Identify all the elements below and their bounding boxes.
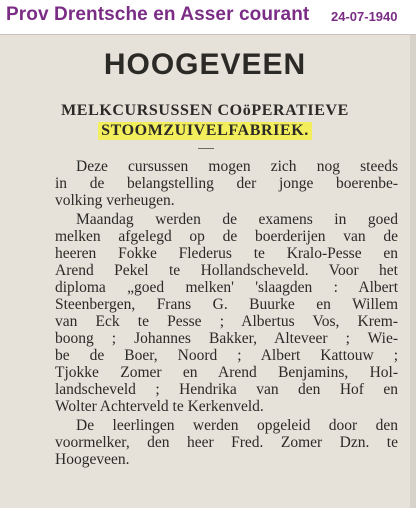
body-line: in de belangstelling der jonge boerenbe- — [55, 175, 398, 192]
headline-divider — [198, 148, 214, 149]
body-line: voormelker, den heer Fred. Zomer Dzn. te — [55, 434, 398, 451]
body-line: Arend Pekel te Hollandscheveld. Voor het — [55, 262, 398, 279]
section-title: HOOGEVEEN — [103, 48, 307, 81]
body-line: Hoogeveen. — [55, 451, 130, 468]
body-line: Wolter Achterveld te Kerkenveld. — [55, 398, 264, 415]
newspaper-name: Prov Drentsche en Asser courant — [6, 4, 310, 25]
body-line: van Eck te Pesse ; Albertus Vos, Krem- — [55, 313, 398, 330]
article-headline-line-1: MELKCURSUSSEN COöPERATIEVE — [61, 102, 349, 119]
source-header — [0, 0, 416, 34]
body-line: Steenbergen, Frans G. Buurke en Willem — [55, 296, 398, 313]
article-clipping — [0, 34, 416, 508]
clipping-edge — [410, 35, 416, 508]
body-line: De leerlingen werden opgeleid door den — [76, 417, 398, 434]
body-line: landscheveld ; Hendrika van den Hof en — [55, 381, 398, 398]
body-line: volking verheugen. — [55, 192, 175, 209]
body-line: Maandag werden de examens in goed — [76, 211, 398, 228]
body-line: heeren Fokke Flederus te Kralo-Pesse en — [55, 245, 398, 262]
article-headline-line-2-wrap — [0, 122, 410, 140]
body-line: diploma „goed melken' 'slaagden : Albert — [55, 279, 398, 296]
body-line: boong ; Johannes Bakker, Alteveer ; Wie- — [55, 330, 398, 347]
publication-date: 24-07-1940 — [331, 9, 398, 24]
body-line: melken afgelegd op de boerderijen van de — [55, 228, 398, 245]
body-line: Tjokke Zomer en Arend Benjamins, Hol- — [55, 364, 398, 381]
body-line: be de Boer, Noord ; Albert Kattouw ; — [55, 347, 398, 364]
article-headline-line-2-highlighted: STOOMZUIVELFABRIEK. — [98, 122, 312, 140]
body-line: Deze cursussen mogen zich nog steeds — [76, 158, 398, 175]
